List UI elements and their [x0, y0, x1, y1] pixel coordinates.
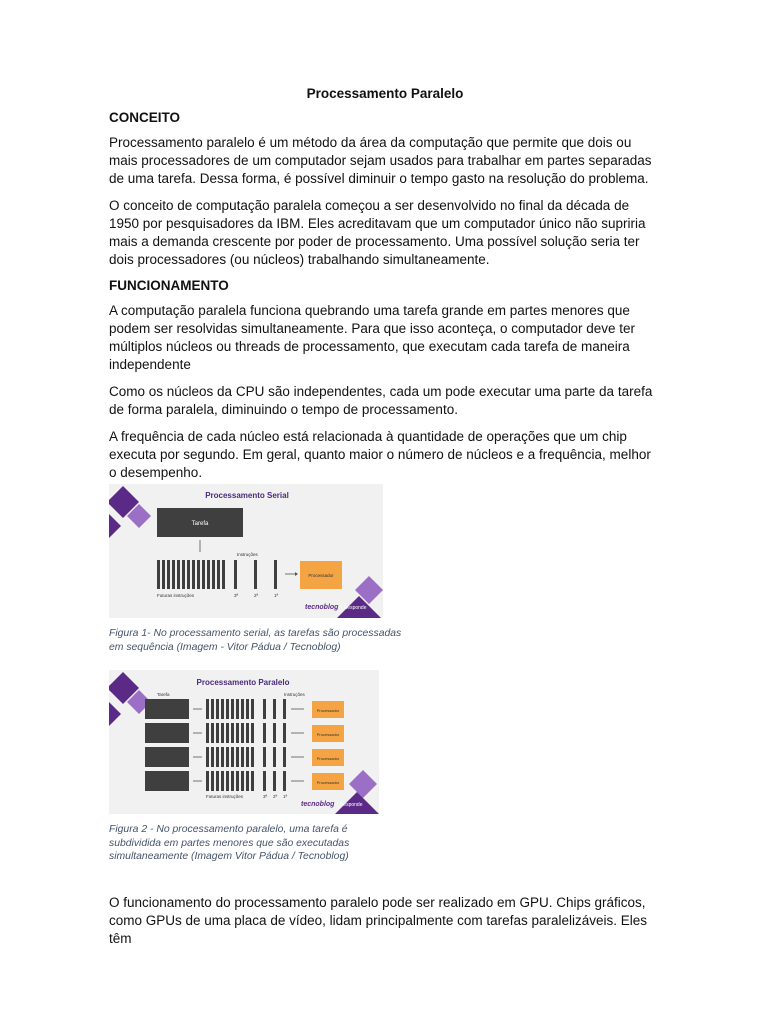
figure-caption: Figura 2 - No processamento paralelo, uma tarefa é subdividida em partes menores que são executadas simultaneamente (Imagem Vitor Pádua / Tecnoblog): [109, 824, 350, 862]
processor-label: Processador: [316, 732, 340, 737]
figure-image-title: Processamento Paralelo: [196, 678, 290, 687]
future-instructions-label: Futuras instruções: [157, 593, 195, 598]
brand-logo: tecnoblog: [305, 604, 339, 611]
document-page: [109, 86, 661, 957]
order-label: 2ª: [254, 593, 259, 598]
task-label: Tarefa: [157, 692, 170, 697]
paragraph: Processamento paralelo é um método da área da computação que permite que dois ou mais processadores de um computador sejam usados para trabalhar em partes separadas de uma tarefa. Dessa forma, é possível diminuir o tempo gasto na resolução do problema.: [109, 135, 652, 186]
order-label: 2ª: [273, 794, 278, 799]
instructions-label: Instruções: [237, 552, 258, 557]
processor-label: Processador: [316, 756, 340, 761]
figure-serial-image: [109, 484, 383, 618]
paragraph: O funcionamento do processamento paralelo pode ser realizado em GPU. Chips gráficos, como GPUs de uma placa de vídeo, lidam principalmente com tarefas paralelizáveis. Eles têm: [109, 894, 648, 946]
brand-suffix: | Responde: [337, 802, 363, 808]
paragraph: A computação paralela funciona quebrando uma tarefa grande em partes menores que podem ser resolvidas simultaneamente. Para que isso aconteça, o computador deve ter múltiplos núcleos ou threads de processamento, que executam cada tarefa de maneira independente: [109, 303, 636, 372]
brand-suffix: | Responde: [341, 605, 367, 611]
figure-caption: Figura 1- No processamento serial, as tarefas são processadas em sequência (Imagem - Vitor Pádua / Tecnoblog): [109, 628, 402, 653]
paragraph: A frequência de cada núcleo está relacionada à quantidade de operações que um chip executa por segundo. Em geral, quanto maior o número de núcleos e a frequência, melhor o desempenho.: [109, 429, 651, 480]
order-label: 3ª: [234, 593, 239, 598]
figure-image-title: Processamento Serial: [205, 491, 289, 500]
processor-label: Processador: [316, 708, 340, 713]
figure-serial: [109, 484, 661, 654]
section-heading-conceito: CONCEITO: [109, 110, 181, 125]
brand-logo: tecnoblog: [301, 801, 335, 808]
future-instructions-label: Futuras instruções: [206, 794, 244, 799]
order-label: 1ª: [283, 794, 288, 799]
task-label: Tarefa: [191, 521, 209, 527]
order-label: 3ª: [263, 794, 268, 799]
instructions-label: Instruções: [284, 692, 305, 697]
processor-label: Processador: [316, 780, 340, 785]
order-label: 1ª: [274, 593, 279, 598]
paragraph: O conceito de computação paralela começou a ser desenvolvido no final da década de 1950 por pesquisadores da IBM. Eles acreditavam que um computador único não supriria mais a demanda crescente por poder de processamento. Uma possível solução seria ter dois processadores (ou núcleos) trabalhando simultaneamente.: [109, 198, 646, 267]
figure-parallel: [109, 670, 661, 864]
processor-label: Processador: [308, 573, 334, 578]
section-heading-funcionamento: FUNCIONAMENTO: [109, 278, 229, 293]
document-title: Processamento Paralelo: [306, 86, 464, 101]
figure-parallel-image: [109, 670, 379, 814]
paragraph: Como os núcleos da CPU são independentes, cada um pode executar uma parte da tarefa de forma paralela, diminuindo o tempo de processamento.: [109, 384, 653, 417]
